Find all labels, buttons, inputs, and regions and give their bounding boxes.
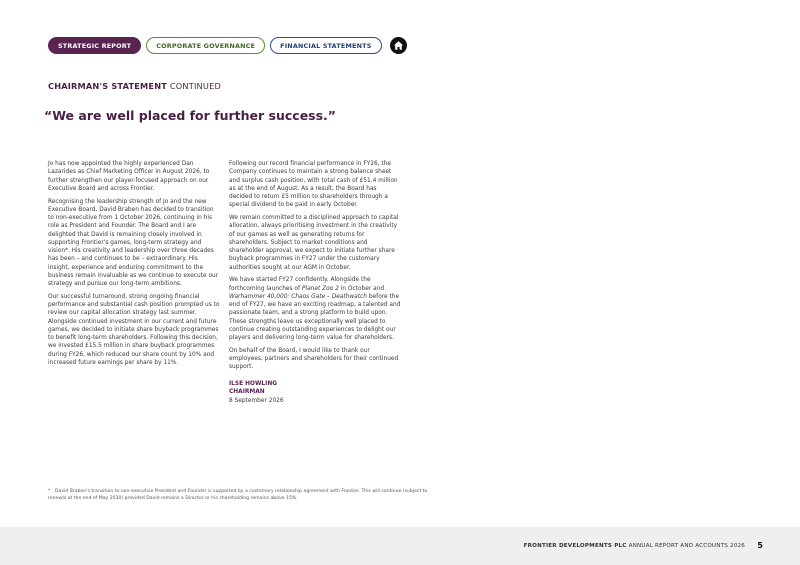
paragraph: Jo has now appointed the highly experienced Dan Lazarides as Chief Marketing Officer in August 2026, to further strengthen our player-focused approach on our Executive Board and across Frontier.	[48, 161, 210, 192]
paragraph: We remain committed to a disciplined approach to capital allocation, always prioritising investment in the creativity of our games as well as generating returns for shareholders. Subject to market conditions and shareholder approval, we expect to initiate further share buyback programmes in FY27 under the customary authorities sought at our AGM in October.	[229, 215, 399, 271]
page-footer	[0, 527, 800, 565]
footnote	[48, 488, 428, 502]
signatory-name: ILSE HOWLING	[229, 380, 278, 387]
footer-company: FRONTIER DEVELOPMENTS PLC	[523, 543, 627, 549]
signature-block	[229, 380, 401, 406]
text-column-right	[229, 160, 401, 405]
footnote-text: David Braben's transition to non-executive President and Founder is supported by a customary relationship agreement with Frontier. This will continue (subject to renewal at the end of May 2030) provided David remains a Director or his shareholding remains above 15%.	[48, 489, 428, 502]
paragraph: Our successful turnaround, strong ongoing financial performance and substantial cash position prompted us to review our capital allocation strategy last summer. Alongside continued investment in our current and future games, we decided to initiate share buyback programmes to benefit long-term shareholders. Following this decision, we invested £15.5 million in share buyback programmes during FY26, which reduced our share count by 10% and increased future earnings per share by 11%.	[48, 293, 220, 366]
paragraph: Recognising the leadership strength of Jo and the new Executive Board, David Braben has decided to transition to non-executive from 1 October 2026, continuing in his role as President and Founder. The Board and I are delighted that David is remaining closely involved in supporting Frontier's games, long-term strategy and vision*. His creativity and leadership over three decades has been – and continues to be – extraordinary. His insight, experience and enduring commitment to the business remain invaluable as we continue to execute our strategy and pursue our long-term ambitions.	[48, 198, 219, 287]
signature-date: 8 September 2026	[229, 397, 284, 404]
section-title: CHAIRMAN'S STATEMENT	[48, 81, 168, 91]
paragraph-text: in October and	[338, 285, 385, 292]
section-heading	[48, 81, 221, 91]
paragraph: Following our record financial performance in FY26, the Company continues to maintain a strong balance sheet and surplus cash position, with total cash of £51.4 million as at the end of August. As a result, the Board has decided to return £5 million to shareholders through a special dividend to be paid in early October.	[229, 161, 398, 209]
paragraph	[229, 276, 401, 342]
home-icon	[393, 40, 404, 51]
paragraph: On behalf of the Board, I would like to thank our employees, partners and shareholders for their continued support.	[229, 347, 399, 371]
text-column-left	[48, 160, 220, 372]
footer-title	[524, 543, 745, 549]
footnote-marker: *	[48, 489, 51, 494]
tab-strategic-report[interactable]: STRATEGIC REPORT	[48, 37, 141, 54]
home-button[interactable]	[390, 37, 407, 54]
page-number: 5	[757, 541, 763, 550]
section-title-suffix: CONTINUED	[169, 81, 221, 91]
tab-financial-statements[interactable]: FINANCIAL STATEMENTS	[270, 37, 381, 54]
game-title: Planet Zoo 2	[301, 285, 339, 292]
tab-corporate-governance[interactable]: CORPORATE GOVERNANCE	[146, 37, 265, 54]
paragraph-text: before the end of FY27, we have an exciting roadmap, a talented and passionate team, and a strong platform to build upon. These strengths leave us exceptionally well placed to continue creating outstanding experiences to delight our players and delivering long-term value for shareholders.	[229, 293, 401, 341]
signatory-role: CHAIRMAN	[229, 389, 265, 395]
footer-report: ANNUAL REPORT AND ACCOUNTS 2026	[628, 543, 745, 549]
section-nav	[48, 37, 407, 54]
game-title: Warhammer 40,000: Chaos Gate – Deathwatch	[229, 293, 367, 300]
pull-quote: “We are well placed for further success.”	[44, 108, 337, 123]
paragraph-text: We have started FY27 confidently. Alongside the forthcoming launches of	[229, 277, 371, 292]
